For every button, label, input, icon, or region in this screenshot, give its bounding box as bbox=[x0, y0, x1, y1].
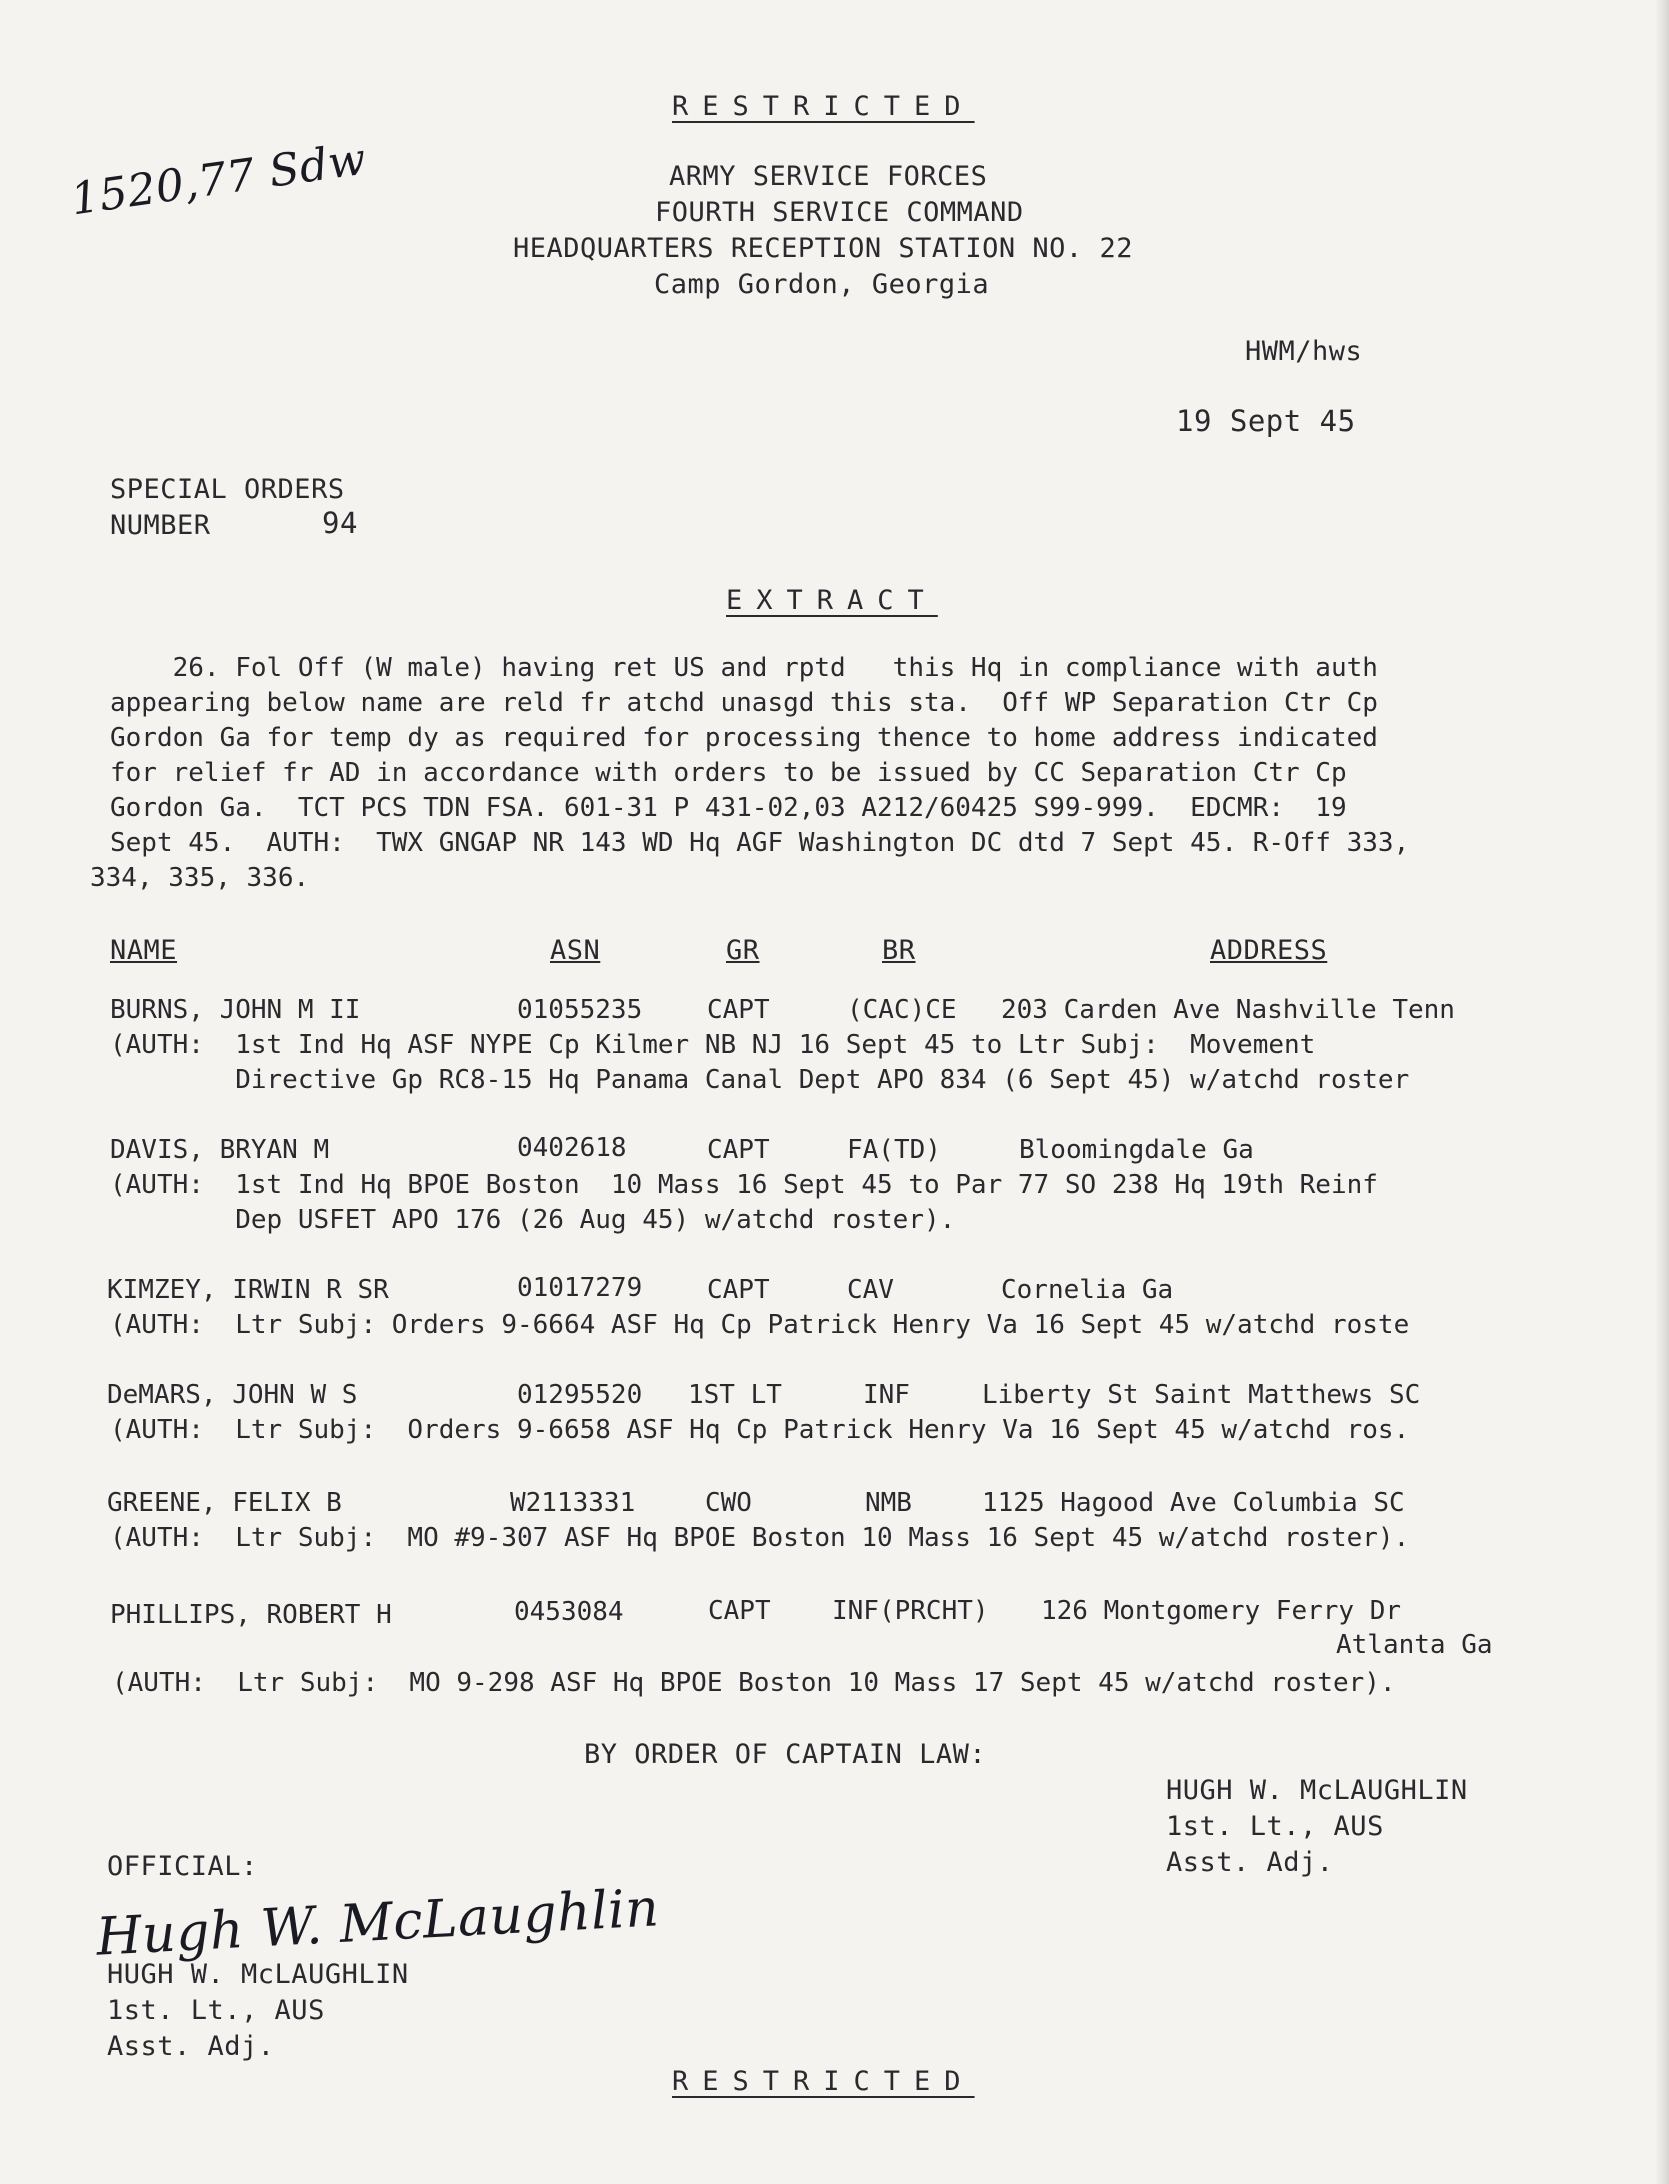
column-header-name: NAME bbox=[110, 935, 178, 966]
entry-address: Cornelia Ga bbox=[1001, 1275, 1174, 1305]
entry-asn: 01295520 bbox=[517, 1380, 643, 1410]
paragraph-line: appearing below name are reld fr atchd unasgd this sta. Off WP Separation Ctr Cp bbox=[110, 688, 1378, 718]
entry-grade: CAPT bbox=[707, 995, 770, 1025]
entry-branch: FA(TD) bbox=[847, 1135, 941, 1165]
official-label: OFFICIAL: bbox=[107, 1851, 258, 1882]
entry-name: KIMZEY, IRWIN R SR bbox=[107, 1275, 389, 1305]
paragraph-line: Sept 45. AUTH: TWX GNGAP NR 143 WD Hq AGF Washington DC dtd 7 Sept 45. R-Off 333, bbox=[110, 828, 1410, 858]
entry-branch: INF(PRCHT) bbox=[832, 1596, 989, 1626]
paragraph-line: for relief fr AD in accordance with orders to be issued by CC Separation Ctr Cp bbox=[110, 758, 1347, 788]
column-header-br: BR bbox=[882, 935, 916, 966]
signatory-rank: 1st. Lt., AUS bbox=[1166, 1811, 1384, 1842]
entry-branch: NMB bbox=[865, 1488, 912, 1518]
entry-asn: 0453084 bbox=[514, 1597, 624, 1627]
entry-address: 1125 Hagood Ave Columbia SC bbox=[982, 1488, 1405, 1518]
by-order-line: BY ORDER OF CAPTAIN LAW: bbox=[584, 1739, 987, 1770]
official-rank: 1st. Lt., AUS bbox=[107, 1995, 325, 2026]
paragraph-line: 334, 335, 336. bbox=[90, 863, 310, 893]
header-line-3: HEADQUARTERS RECEPTION STATION NO. 22 bbox=[513, 233, 1133, 264]
reference-initials: HWM/hws bbox=[1245, 336, 1363, 367]
entry-grade: 1ST LT bbox=[688, 1380, 782, 1410]
page-edge-shadow bbox=[1655, 0, 1669, 2184]
entry-branch: INF bbox=[863, 1380, 910, 1410]
order-number: 94 bbox=[322, 506, 358, 540]
column-header-asn: ASN bbox=[550, 935, 601, 966]
entry-asn: W2113331 bbox=[510, 1488, 636, 1518]
signatory-name: HUGH W. McLAUGHLIN bbox=[1166, 1775, 1468, 1806]
entry-name: PHILLIPS, ROBERT H bbox=[110, 1600, 392, 1630]
classification-top: RESTRICTED bbox=[672, 91, 975, 122]
entry-address: Bloomingdale Ga bbox=[1019, 1135, 1254, 1165]
entry-address: 126 Montgomery Ferry Dr bbox=[1041, 1596, 1402, 1626]
entry-name: DAVIS, BRYAN M bbox=[110, 1135, 330, 1165]
order-date: 19 Sept 45 bbox=[1176, 404, 1356, 438]
column-header-gr: GR bbox=[726, 935, 760, 966]
official-title: Asst. Adj. bbox=[107, 2031, 275, 2062]
entry-branch: CAV bbox=[847, 1275, 894, 1305]
number-label: NUMBER bbox=[110, 510, 211, 541]
entry-grade: CAPT bbox=[708, 1596, 771, 1626]
handwritten-signature: Hugh W. McLaughlin bbox=[94, 1878, 661, 1968]
entry-auth-line: (AUTH: Ltr Subj: MO #9-307 ASF Hq BPOE Boston 10 Mass 16 Sept 45 w/atchd roster). bbox=[110, 1523, 1410, 1553]
entry-name: GREENE, FELIX B bbox=[107, 1488, 342, 1518]
classification-bottom: RESTRICTED bbox=[672, 2066, 975, 2097]
entry-grade: CWO bbox=[705, 1488, 752, 1518]
paragraph-line: Gordon Ga for temp dy as required for processing thence to home address indicated bbox=[110, 723, 1378, 753]
paragraph-line: Gordon Ga. TCT PCS TDN FSA. 601-31 P 431-02,03 A212/60425 S99-999. EDCMR: 19 bbox=[110, 793, 1347, 823]
special-orders-label: SPECIAL ORDERS bbox=[110, 474, 345, 505]
entry-asn: 01055235 bbox=[517, 995, 643, 1025]
entry-auth-line: (AUTH: 1st Ind Hq ASF NYPE Cp Kilmer NB NJ 16 Sept 45 to Ltr Subj: Movement bbox=[110, 1030, 1316, 1060]
entry-grade: CAPT bbox=[707, 1135, 770, 1165]
header-line-2: FOURTH SERVICE COMMAND bbox=[655, 197, 1024, 228]
entry-auth-line: (AUTH: Ltr Subj: Orders 9-6664 ASF Hq Cp Patrick Henry Va 16 Sept 45 w/atchd roste bbox=[110, 1310, 1410, 1340]
entry-asn: 0402618 bbox=[517, 1133, 627, 1163]
entry-name: BURNS, JOHN M II bbox=[110, 995, 361, 1025]
entry-address-city: Atlanta Ga bbox=[1336, 1630, 1493, 1660]
entry-asn: 01017279 bbox=[517, 1273, 643, 1303]
entry-auth-line: (AUTH: Ltr Subj: MO 9-298 ASF Hq BPOE Boston 10 Mass 17 Sept 45 w/atchd roster). bbox=[112, 1668, 1396, 1698]
entry-auth-line: Dep USFET APO 176 (26 Aug 45) w/atchd roster). bbox=[110, 1205, 956, 1235]
extract-title: EXTRACT bbox=[726, 585, 938, 616]
paragraph-line: 26. Fol Off (W male) having ret US and rptd this Hq in compliance with auth bbox=[110, 653, 1378, 683]
entry-grade: CAPT bbox=[707, 1275, 770, 1305]
entry-auth-line: Directive Gp RC8-15 Hq Panama Canal Dept APO 834 (6 Sept 45) w/atchd roster bbox=[110, 1065, 1410, 1095]
entry-name: DeMARS, JOHN W S bbox=[107, 1380, 358, 1410]
header-line-1: ARMY SERVICE FORCES bbox=[669, 161, 988, 192]
signatory-title: Asst. Adj. bbox=[1166, 1847, 1334, 1878]
entry-auth-line: (AUTH: Ltr Subj: Orders 9-6658 ASF Hq Cp Patrick Henry Va 16 Sept 45 w/atchd ros. bbox=[110, 1415, 1410, 1445]
header-line-4: Camp Gordon, Georgia bbox=[654, 269, 990, 300]
handwritten-note: 1520,77 Sdw bbox=[67, 133, 370, 226]
entry-branch: (CAC)CE bbox=[847, 995, 957, 1025]
entry-address: 203 Carden Ave Nashville Tenn bbox=[1001, 995, 1455, 1025]
column-header-address: ADDRESS bbox=[1210, 935, 1328, 966]
entry-address: Liberty St Saint Matthews SC bbox=[982, 1380, 1421, 1410]
entry-auth-line: (AUTH: 1st Ind Hq BPOE Boston 10 Mass 16 Sept 45 to Par 77 SO 238 Hq 19th Reinf bbox=[110, 1170, 1378, 1200]
official-name: HUGH W. McLAUGHLIN bbox=[107, 1959, 409, 1990]
